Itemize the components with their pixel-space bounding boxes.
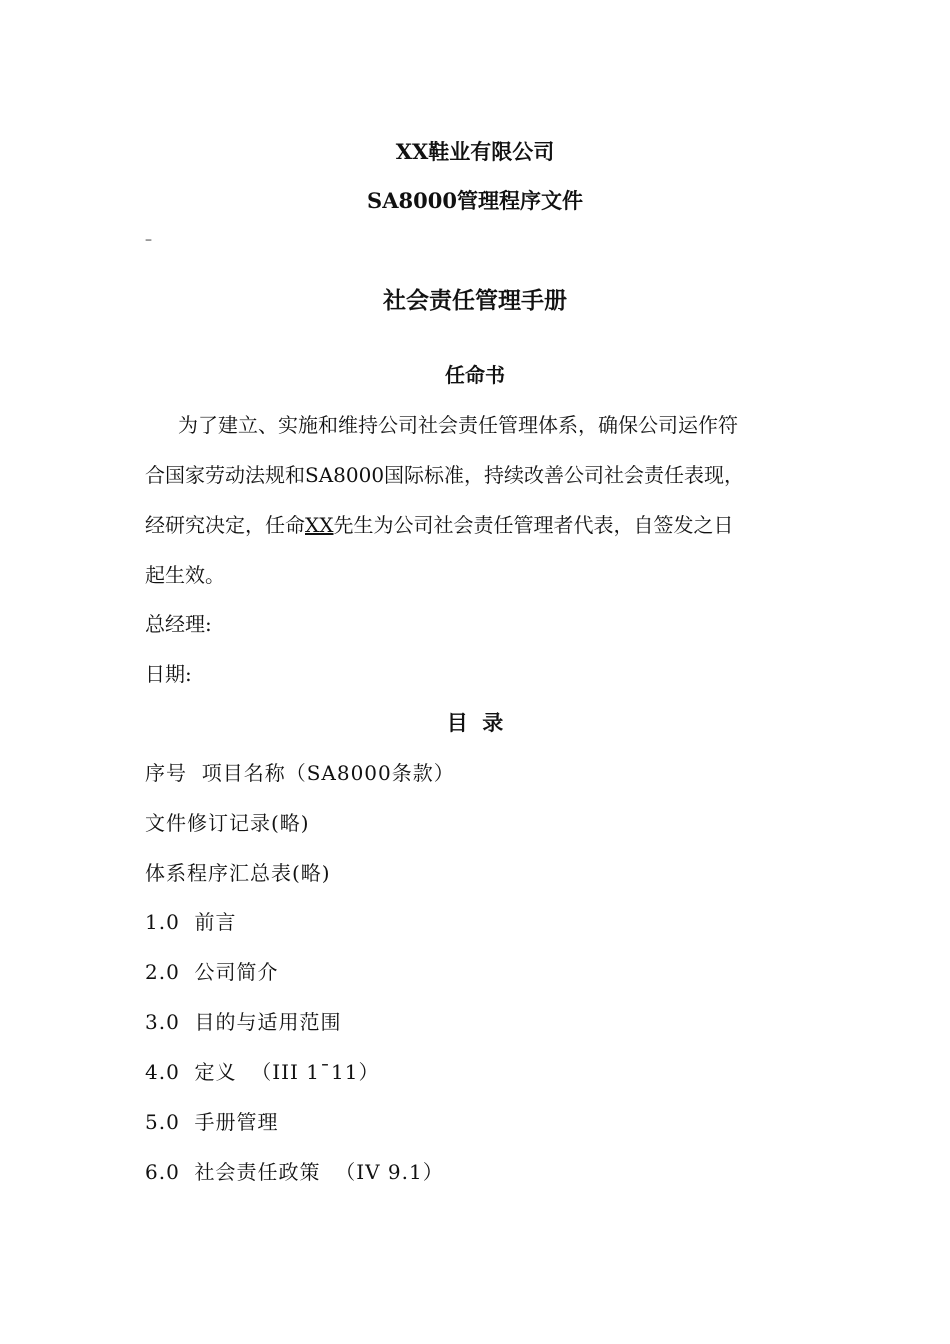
- toc-item: 文件修订记录(略): [145, 811, 310, 835]
- appointment-heading: 任命书: [445, 363, 505, 387]
- appointment-line-2: 合国家劳动法规和SA8000国际标准，持续改善公司社会责任表现，: [145, 463, 745, 487]
- appointment-line-3: [145, 511, 825, 539]
- toc-item: 5.0 手册管理: [145, 1110, 279, 1134]
- appointment-line-4: 起生效。: [145, 563, 225, 587]
- toc-item: 2.0 公司简介: [145, 960, 279, 984]
- appointment-line-3-before: 经研究决定，任命: [145, 513, 305, 537]
- date-label: 日期:: [145, 662, 192, 686]
- document-type: SA8000管理程序文件: [367, 188, 583, 213]
- appointee-name: XX: [305, 513, 334, 537]
- toc-item: 4.0 定义 （III 1¯11）: [145, 1060, 380, 1084]
- manual-title: 社会责任管理手册: [383, 287, 567, 314]
- company-name: XX鞋业有限公司: [395, 139, 555, 164]
- margin-mark: –: [145, 232, 152, 248]
- toc-column-header: 序号 项目名称（SA8000条款）: [145, 761, 455, 785]
- appointment-line-3-after: 先生为公司社会责任管理者代表，自签发之日: [333, 513, 734, 537]
- manager-label: 总经理:: [145, 612, 212, 636]
- toc-item: 1.0 前言: [145, 910, 237, 934]
- toc-item: 体系程序汇总表(略): [145, 861, 331, 885]
- appointment-line-1: 为了建立、实施和维持公司社会责任管理体系，确保公司运作符: [178, 413, 738, 437]
- toc-item: 6.0 社会责任政策 （IV 9.1）: [145, 1160, 444, 1184]
- toc-heading: 目 录: [446, 710, 504, 735]
- toc-item: 3.0 目的与适用范围: [145, 1010, 342, 1034]
